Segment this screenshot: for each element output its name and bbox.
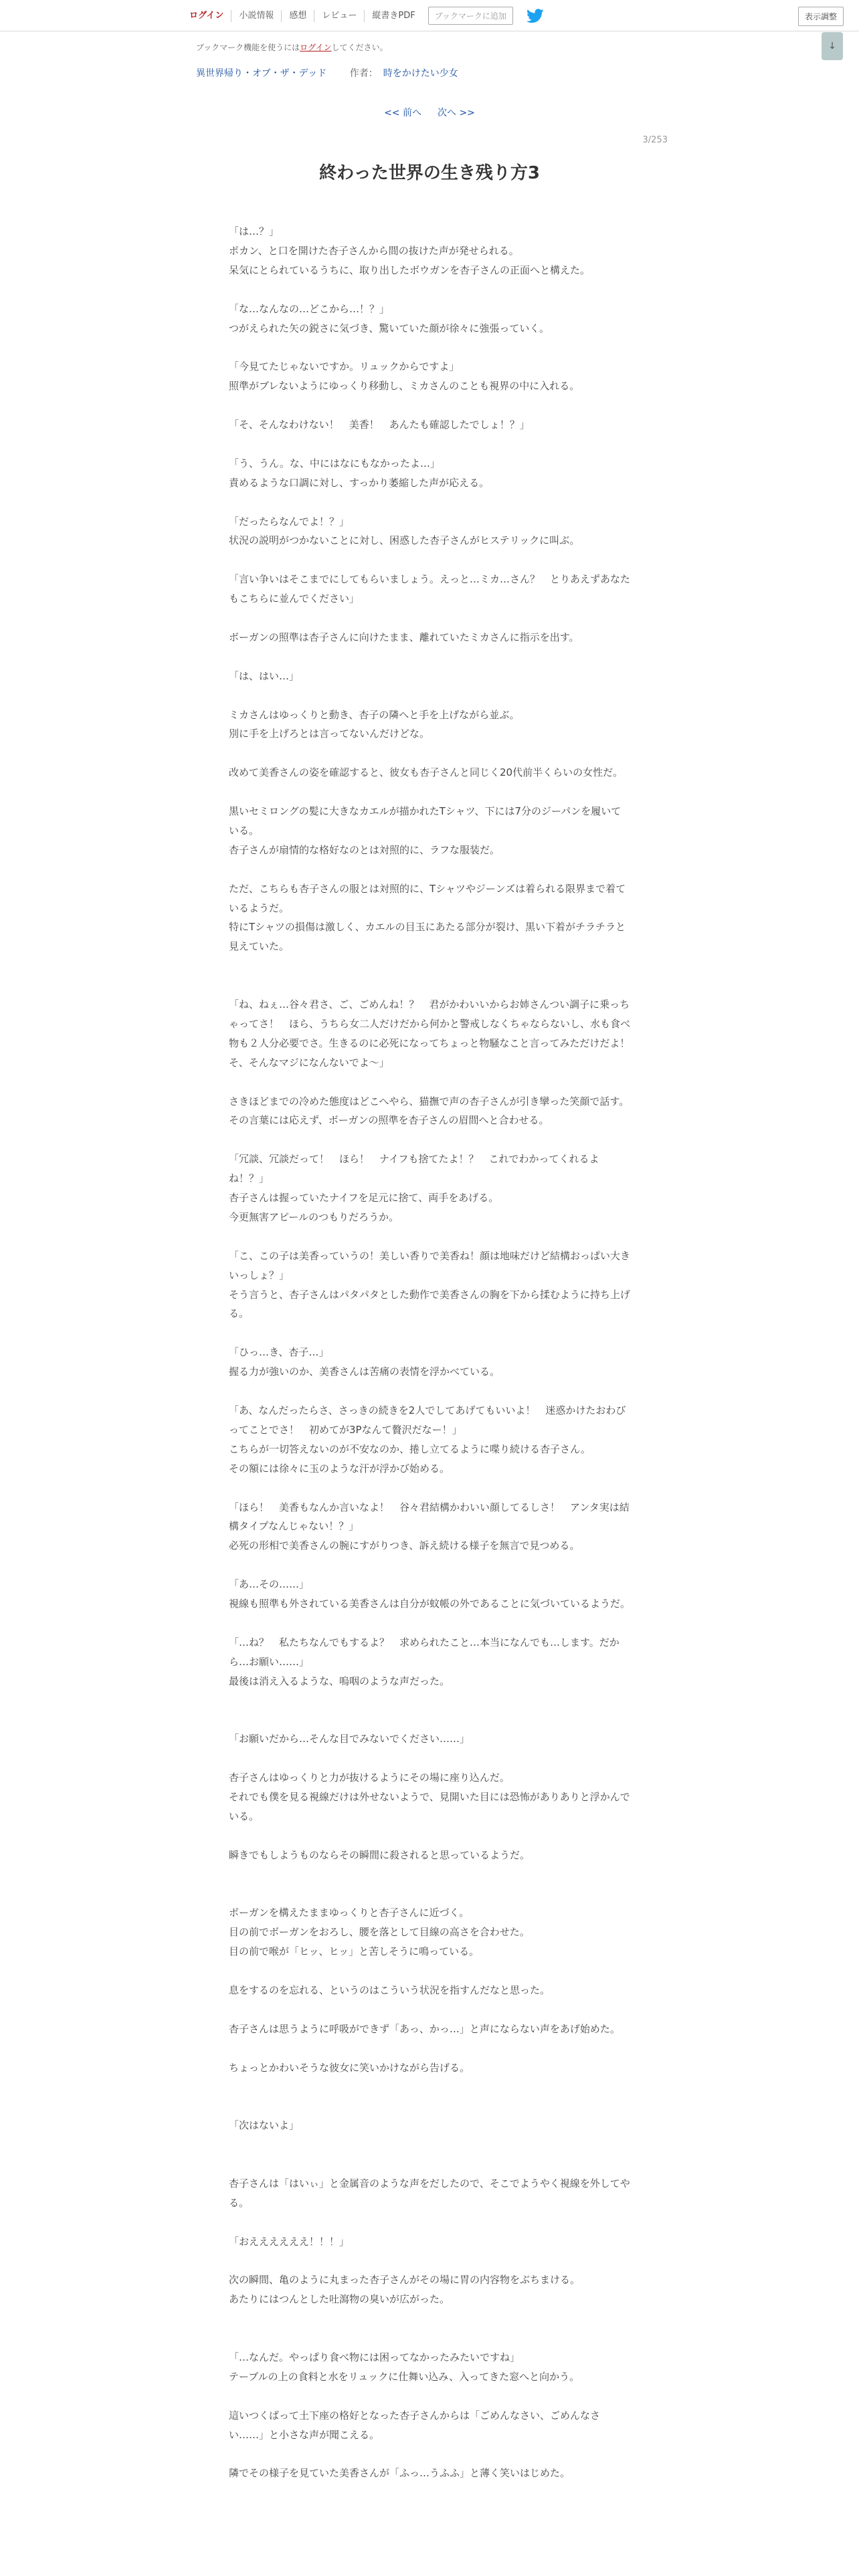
body-line: 必死の形相で美香さんの腕にすがりつき、訴え続ける様子を無言で見つめる。 [229, 1539, 580, 1552]
body-line: 「ほら！ 美香もなんか言いなよ！ 谷々君結構かわいい顔してるしさ！ アンタ実は結構タイプなんじゃない！？」 [229, 1501, 630, 1533]
body-line: 隣でその様子を見ていた美香さんが「ふっ…うふふ」と薄く笑いはじめた。 [229, 2467, 571, 2480]
scroll-down-tab[interactable]: ↓ [822, 32, 843, 60]
body-line: さきほどまでの冷めた態度はどこへやら、猫撫で声の杏子さんが引き攣った笑顔で話す。 [229, 1095, 630, 1107]
blank-line [229, 2387, 630, 2406]
twitter-icon[interactable] [527, 9, 544, 23]
top-bar [0, 0, 859, 31]
body-line: 責めるような口調に対し、すっかり萎縮した声が応える。 [229, 476, 490, 489]
body-line: 「言い争いはそこまでにしてもらいましょう。えっと…ミカ…さん？ とりあえずあなたもこちらに並んでください」 [229, 573, 631, 605]
blank-line [229, 956, 630, 976]
blank-line [229, 435, 630, 454]
body-line: 「おええええええ！！！」 [229, 2235, 350, 2248]
body-line: その言葉には応えず、ボーガンの照準を杏子さんの眉間へと合わせる。 [229, 1114, 549, 1127]
body-line: 目の前でボーガンをおろし、腰を落として目線の高さを合わせた。 [229, 1926, 530, 1939]
vertical-pdf-link[interactable]: 縦書きPDF [372, 10, 415, 21]
review-link[interactable]: レビュー [314, 10, 365, 22]
body-line: 「あ、なんだったらさ、さっきの続きを2人でしてあげてもいいよ！ 迷惑かけたおわびってことでさ！ 初めてが3Pなんて贅沢だなー！」 [229, 1404, 626, 1436]
top-nav [182, 7, 544, 25]
blank-line [229, 1614, 630, 1633]
body-line: 最後は消え入るような、嗚咽のような声だった。 [229, 1675, 450, 1687]
blank-line [229, 1323, 630, 1343]
novel-body [229, 222, 640, 2483]
body-line: 這いつくばって土下座の格好となった杏子さんからは「ごめんなさい、ごめんなさい……」と小さな声が聞こえる。 [229, 2409, 601, 2441]
author-label: 作者： [349, 68, 378, 79]
body-line: つがえられた矢の鋭さに気づき、驚いていた顔が徐々に強張っていく。 [229, 322, 550, 334]
body-line: 「は、はい…」 [229, 669, 300, 682]
body-line: 握る力が強いのか、美香さんは苦痛の表情を浮かべている。 [229, 1366, 500, 1378]
body-line: 瞬きでもしようものならその瞬間に殺されると思っているようだ。 [229, 1848, 531, 1861]
blank-line [229, 1382, 630, 1401]
note-login-link[interactable]: ログイン [300, 43, 332, 52]
blank-line [229, 338, 630, 357]
body-line: 「今見てたじゃないですか。リュックからですよ」 [229, 360, 460, 373]
blank-line [229, 2000, 630, 2020]
chapter-pager [0, 106, 859, 119]
impressions-link[interactable]: 感想 [282, 10, 314, 22]
body-line: ポカン、と口を開けた杏子さんから間の抜けた声が発せられる。 [229, 244, 519, 257]
body-line: 杏子さんが扇情的な格好なのとは対照的に、ラフな服装だ。 [229, 843, 500, 856]
blank-line [229, 609, 630, 628]
chapter-counter: 3/253 [642, 135, 668, 145]
blank-line [229, 280, 630, 300]
body-line: 「次はないよ」 [229, 2119, 300, 2132]
body-line: 「だったらなんでよ！？」 [229, 515, 350, 528]
body-line: ボーガンを構えたままゆっくりと杏子さんに近づく。 [229, 1907, 470, 1919]
author-link[interactable]: 時をかけたい少女 [383, 68, 458, 79]
body-line: ボーガンの照準は杏子さんに向けたまま、離れていたミカさんに指示を出す。 [229, 631, 579, 643]
blank-line [229, 686, 630, 706]
next-chapter-link[interactable]: 次へ >> [438, 108, 475, 118]
blank-line [229, 647, 630, 667]
blank-line [229, 493, 630, 512]
body-line: 「は…？」 [229, 225, 280, 237]
blank-line [229, 1885, 630, 1904]
blank-line [229, 550, 630, 570]
blank-line [229, 2155, 630, 2174]
bookmark-login-note [196, 41, 388, 53]
blank-line [229, 1710, 630, 1729]
body-line: 「そ、そんなわけない！ 美香！ あんたも確認したでしょ！？」 [229, 419, 530, 431]
body-line: こちらが一切答えないのが不安なのか、捲し立てるように喋り続ける杏子さん。 [229, 1442, 591, 1455]
body-line: 「こ、この子は美香っていうの！美しい香りで美香ね！顔は地味だけど結構おっぱい大きいっしょ？」 [229, 1249, 631, 1281]
prev-chapter-link[interactable]: << 前へ [384, 108, 421, 118]
note-suffix: してください。 [331, 43, 388, 52]
body-line: 「ひっ…き、杏子…」 [229, 1346, 329, 1359]
body-line: 「お願いだから…そんな目でみないでください……」 [229, 1733, 470, 1745]
blank-line [229, 2329, 630, 2348]
blank-line [229, 744, 630, 763]
blank-line [229, 1073, 630, 1092]
body-line: 杏子さんは握っていたナイフを足元に捨て、両手をあげる。 [229, 1192, 499, 1204]
display-settings-button[interactable]: 表示調整 [798, 7, 844, 26]
body-line: 状況の説明がつかないことに対し、困惑した杏子さんがヒステリックに叫ぶ。 [229, 534, 580, 547]
body-line: 今更無害アピールのつもりだろうか。 [229, 1210, 399, 1223]
blank-line [229, 396, 630, 415]
blank-line [229, 2309, 630, 2329]
add-bookmark-button[interactable]: ブックマークに追加 [428, 7, 513, 25]
blank-line [229, 1865, 630, 1885]
body-line: 視線も照準も外されている美香さんは自分が蚊帳の外であることに気づいているようだ。 [229, 1598, 631, 1610]
blank-line [229, 1961, 630, 1981]
novel-info-link[interactable]: 小説情報 [231, 10, 282, 22]
blank-line [229, 1479, 630, 1498]
blank-line [229, 1227, 630, 1247]
blank-line [229, 1826, 630, 1846]
blank-line [229, 1130, 630, 1150]
body-line: 黒いセミロングの髪に大きなカエルが描かれたTシャツ、下には7分のジーパンを履いている。 [229, 805, 622, 837]
body-line: 「…なんだ。やっぱり食べ物には困ってなかったみたいですね」 [229, 2351, 520, 2364]
body-line: 特にTシャツの損傷は激しく、カエルの目玉にあたる部分が裂け、黒い下着がチラチラと見えていた。 [229, 921, 626, 953]
body-line: 「あ…その……」 [229, 1578, 310, 1591]
blank-line [229, 1555, 630, 1575]
body-line: 「…ね？ 私たちなんでもするよ？ 求められたこと…本当になんでも…します。だから…お願い……」 [229, 1636, 619, 1668]
blank-line [229, 2252, 630, 2271]
body-line: 「ね、ねぇ…谷々君さ、ご、ごめんね！？ 君がかわいいからお姉さんつい調子に乗っちゃってさ！ ほら、うちら女二人だけだから何かと警戒しなくちゃならないし、水も食べ物も２人分必要でさ。生きるのに必死になってちょっと物騒なこと言ってみただけだよ！ そ、そんなマジになんないでよ〜」 [229, 998, 640, 1069]
body-line: ただ、こちらも杏子さんの服とは対照的に、Tシャツやジーンズは着られる限界まで着ているようだ。 [229, 882, 626, 914]
blank-line [229, 782, 630, 802]
series-line [196, 66, 458, 80]
blank-line [229, 976, 630, 995]
blank-line [229, 2213, 630, 2232]
body-line: 別に手を上げろとは言ってないんだけどな。 [229, 728, 430, 740]
blank-line [229, 2445, 630, 2464]
blank-line [229, 2097, 630, 2116]
body-line: 「う、うん。な、中にはなにもなかったよ…」 [229, 457, 440, 469]
body-line: 呆気にとられているうちに、取り出したボウガンを杏子さんの正面へと構えた。 [229, 263, 591, 276]
body-line: それでも僕を見る視線だけは外せないようで、見開いた目には恐怖がありありと浮かんでいる。 [229, 1791, 630, 1822]
chapter-title: 終わった世界の生き残り方3 [319, 163, 540, 183]
blank-line [229, 860, 630, 879]
body-line: 杏子さんは思うように呼吸ができず「あっ、かっ…」と声にならない声をあげ始めた。 [229, 2022, 620, 2035]
body-line: 息をするのを忘れる、というのはこういう状況を指すんだなと思った。 [229, 1984, 551, 1997]
body-line: その額には徐々に玉のような汗が浮かび始める。 [229, 1462, 450, 1475]
body-line: 目の前で喉が「ヒッ、ヒッ」と苦しそうに鳴っている。 [229, 1945, 480, 1958]
series-title-link[interactable]: 異世界帰り・オブ・ザ・デッド [196, 68, 327, 79]
body-line: 杏子さんはゆっくりと力が抜けるようにその場に座り込んだ。 [229, 1772, 510, 1784]
body-line: 次の瞬間、亀のように丸まった杏子さんがその場に胃の内容物をぶちまける。 [229, 2274, 581, 2286]
body-line: 「な…なんなの…どこから…！？」 [229, 302, 390, 315]
body-line: 杏子さんは「はいぃ」と金属音のような声をだしたので、そこでようやく視線を外してやる。 [229, 2177, 630, 2209]
body-line: ミカさんはゆっくりと動き、杏子の隣へと手を上げながら並ぶ。 [229, 708, 520, 721]
body-line: テーブルの上の食料と水をリュックに仕舞い込み、入ってきた窓へと向かう。 [229, 2370, 580, 2383]
body-line: そう言うと、杏子さんはパタパタとした動作で美香さんの胸を下から揉むように持ち上げる。 [229, 1288, 630, 1320]
blank-line [229, 2135, 630, 2155]
blank-line [229, 1691, 630, 1711]
body-line: 「冗談、冗談だって！ ほら！ ナイフも捨てたよ！？ これでわかってくれるよね！？」 [229, 1153, 599, 1185]
blank-line [229, 1749, 630, 1768]
blank-line [229, 2039, 630, 2058]
body-line: 改めて美香さんの姿を確認すると、彼女も杏子さんと同じく20代前半くらいの女性だ。 [229, 766, 624, 779]
body-line: ちょっとかわいそうな彼女に笑いかけながら告げる。 [229, 2061, 470, 2074]
body-line: 照準がブレないようにゆっくり移動し、ミカさんのことも視界の中に入れる。 [229, 380, 580, 393]
body-line: あたりにはつんとした吐瀉物の臭いが広がった。 [229, 2293, 450, 2306]
login-link[interactable]: ログイン [182, 10, 231, 22]
blank-line [229, 2078, 630, 2097]
note-prefix: ブックマーク機能を使うには [196, 43, 300, 52]
